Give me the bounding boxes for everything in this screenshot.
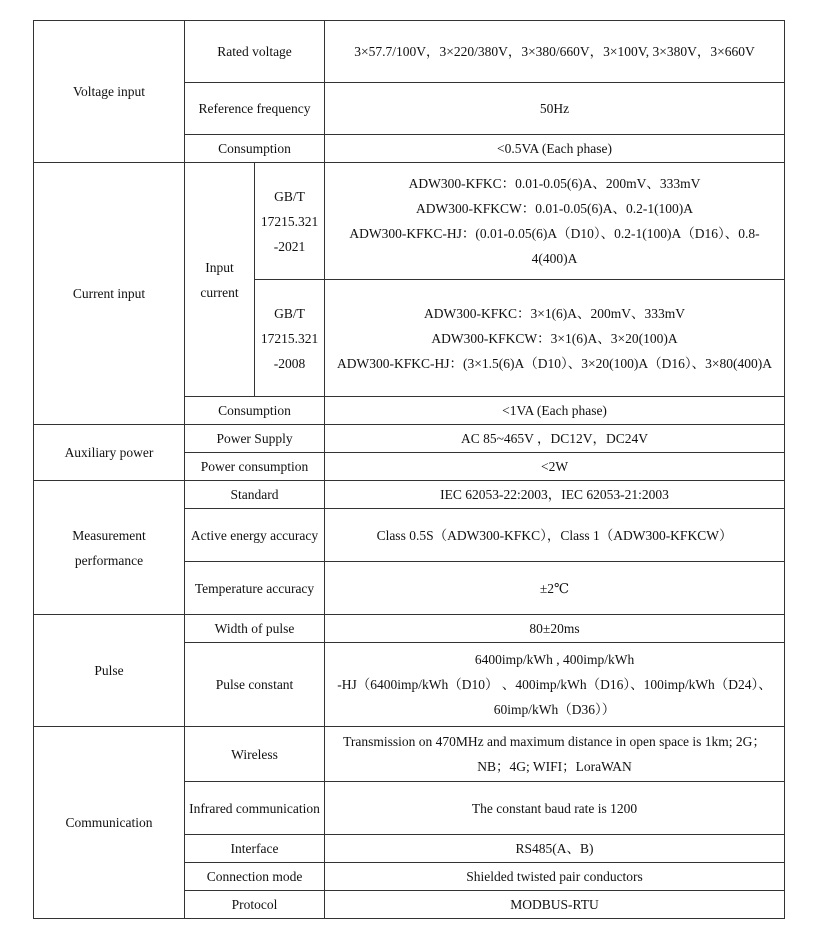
label-wireless: Wireless: [185, 727, 325, 782]
category-communication: Communication: [34, 727, 185, 919]
category-pulse: Pulse: [34, 615, 185, 727]
category-current-input: Current input: [34, 163, 185, 425]
label-width-of-pulse: Width of pulse: [185, 615, 325, 643]
label-reference-frequency: Reference frequency: [185, 83, 325, 135]
value-protocol: MODBUS-RTU: [325, 891, 785, 919]
table-row: [34, 163, 785, 280]
pulse-constant-line: 6400imp/kWh , 400imp/kWh: [474, 652, 635, 667]
value-voltage-consumption: <0.5VA (Each phase): [325, 135, 785, 163]
value-interface: RS485(A、B): [325, 835, 785, 863]
label-voltage-consumption: Consumption: [185, 135, 325, 163]
gb-2021-line: ADW300-KFKCW：0.01-0.05(6)A、0.2-1(100)A: [415, 201, 694, 216]
pulse-constant-line: -HJ（6400imp/kWh（D10） 、400imp/kWh（D16）、100imp/kWh（D24）、60imp/kWh（D36））: [337, 677, 772, 717]
value-power-supply: AC 85~465V ，DC12V，DC24V: [325, 425, 785, 453]
value-power-consumption: <2W: [325, 453, 785, 481]
value-connection-mode: Shielded twisted pair conductors: [325, 863, 785, 891]
label-power-consumption: Power consumption: [185, 453, 325, 481]
value-rated-voltage: 3×57.7/100V，3×220/380V，3×380/660V，3×100V, 3×380V，3×660V: [325, 21, 785, 83]
label-temperature-accuracy: Temperature accuracy: [185, 562, 325, 615]
label-interface: Interface: [185, 835, 325, 863]
value-wireless: Transmission on 470MHz and maximum distance in open space is 1km; 2G；NB；4G; WIFI；LoraWAN: [325, 727, 785, 782]
value-temperature-accuracy: ±2℃: [325, 562, 785, 615]
label-standard: Standard: [185, 481, 325, 509]
value-current-gb-2021: [325, 163, 785, 280]
value-width-of-pulse: 80±20ms: [325, 615, 785, 643]
value-pulse-constant: [325, 643, 785, 727]
table-row: [34, 727, 785, 782]
label-connection-mode: Connection mode: [185, 863, 325, 891]
table-row: [34, 425, 785, 453]
gb-2008-line: ADW300-KFKC-HJ：(3×1.5(6)A（D10）、3×20(100)A（D16）、3×80(400)A: [337, 355, 772, 371]
category-auxiliary-power: Auxiliary power: [34, 425, 185, 481]
label-active-energy-accuracy: Active energy accuracy: [185, 509, 325, 562]
label-protocol: Protocol: [185, 891, 325, 919]
value-current-consumption: <1VA (Each phase): [325, 397, 785, 425]
label-input-current: Input current: [185, 163, 255, 397]
label-infrared-communication: Infrared communication: [185, 782, 325, 835]
table-row: [34, 21, 785, 83]
value-standard: IEC 62053-22:2003，IEC 62053-21:2003: [325, 481, 785, 509]
value-infrared-communication: The constant baud rate is 1200: [325, 782, 785, 835]
standard-gb-2008: GB/T 17215.321-2008: [255, 280, 325, 397]
gb-2021-line: ADW300-KFKC：0.01-0.05(6)A、200mV、333mV: [408, 176, 701, 191]
label-current-consumption: Consumption: [185, 397, 325, 425]
gb-2008-line: ADW300-KFKC：3×1(6)A、200mV、333mV: [423, 305, 686, 321]
category-measurement-performance: Measurement performance: [34, 481, 185, 615]
category-voltage-input: Voltage input: [34, 21, 185, 163]
value-active-energy-accuracy: Class 0.5S（ADW300-KFKC），Class 1（ADW300-KFKCW）: [325, 509, 785, 562]
gb-2008-line: ADW300-KFKCW：3×1(6)A、3×20(100)A: [431, 330, 678, 346]
standard-gb-2021: GB/T 17215.321-2021: [255, 163, 325, 280]
table-row: [34, 481, 785, 509]
value-current-gb-2008: [325, 280, 785, 397]
value-reference-frequency: 50Hz: [325, 83, 785, 135]
table-row: [34, 615, 785, 643]
label-rated-voltage: Rated voltage: [185, 21, 325, 83]
label-power-supply: Power Supply: [185, 425, 325, 453]
specification-table: [33, 20, 785, 919]
label-pulse-constant: Pulse constant: [185, 643, 325, 727]
gb-2021-line: ADW300-KFKC-HJ：(0.01-0.05(6)A（D10）、0.2-1(100)A（D16）、0.8-4(400)A: [349, 226, 760, 266]
